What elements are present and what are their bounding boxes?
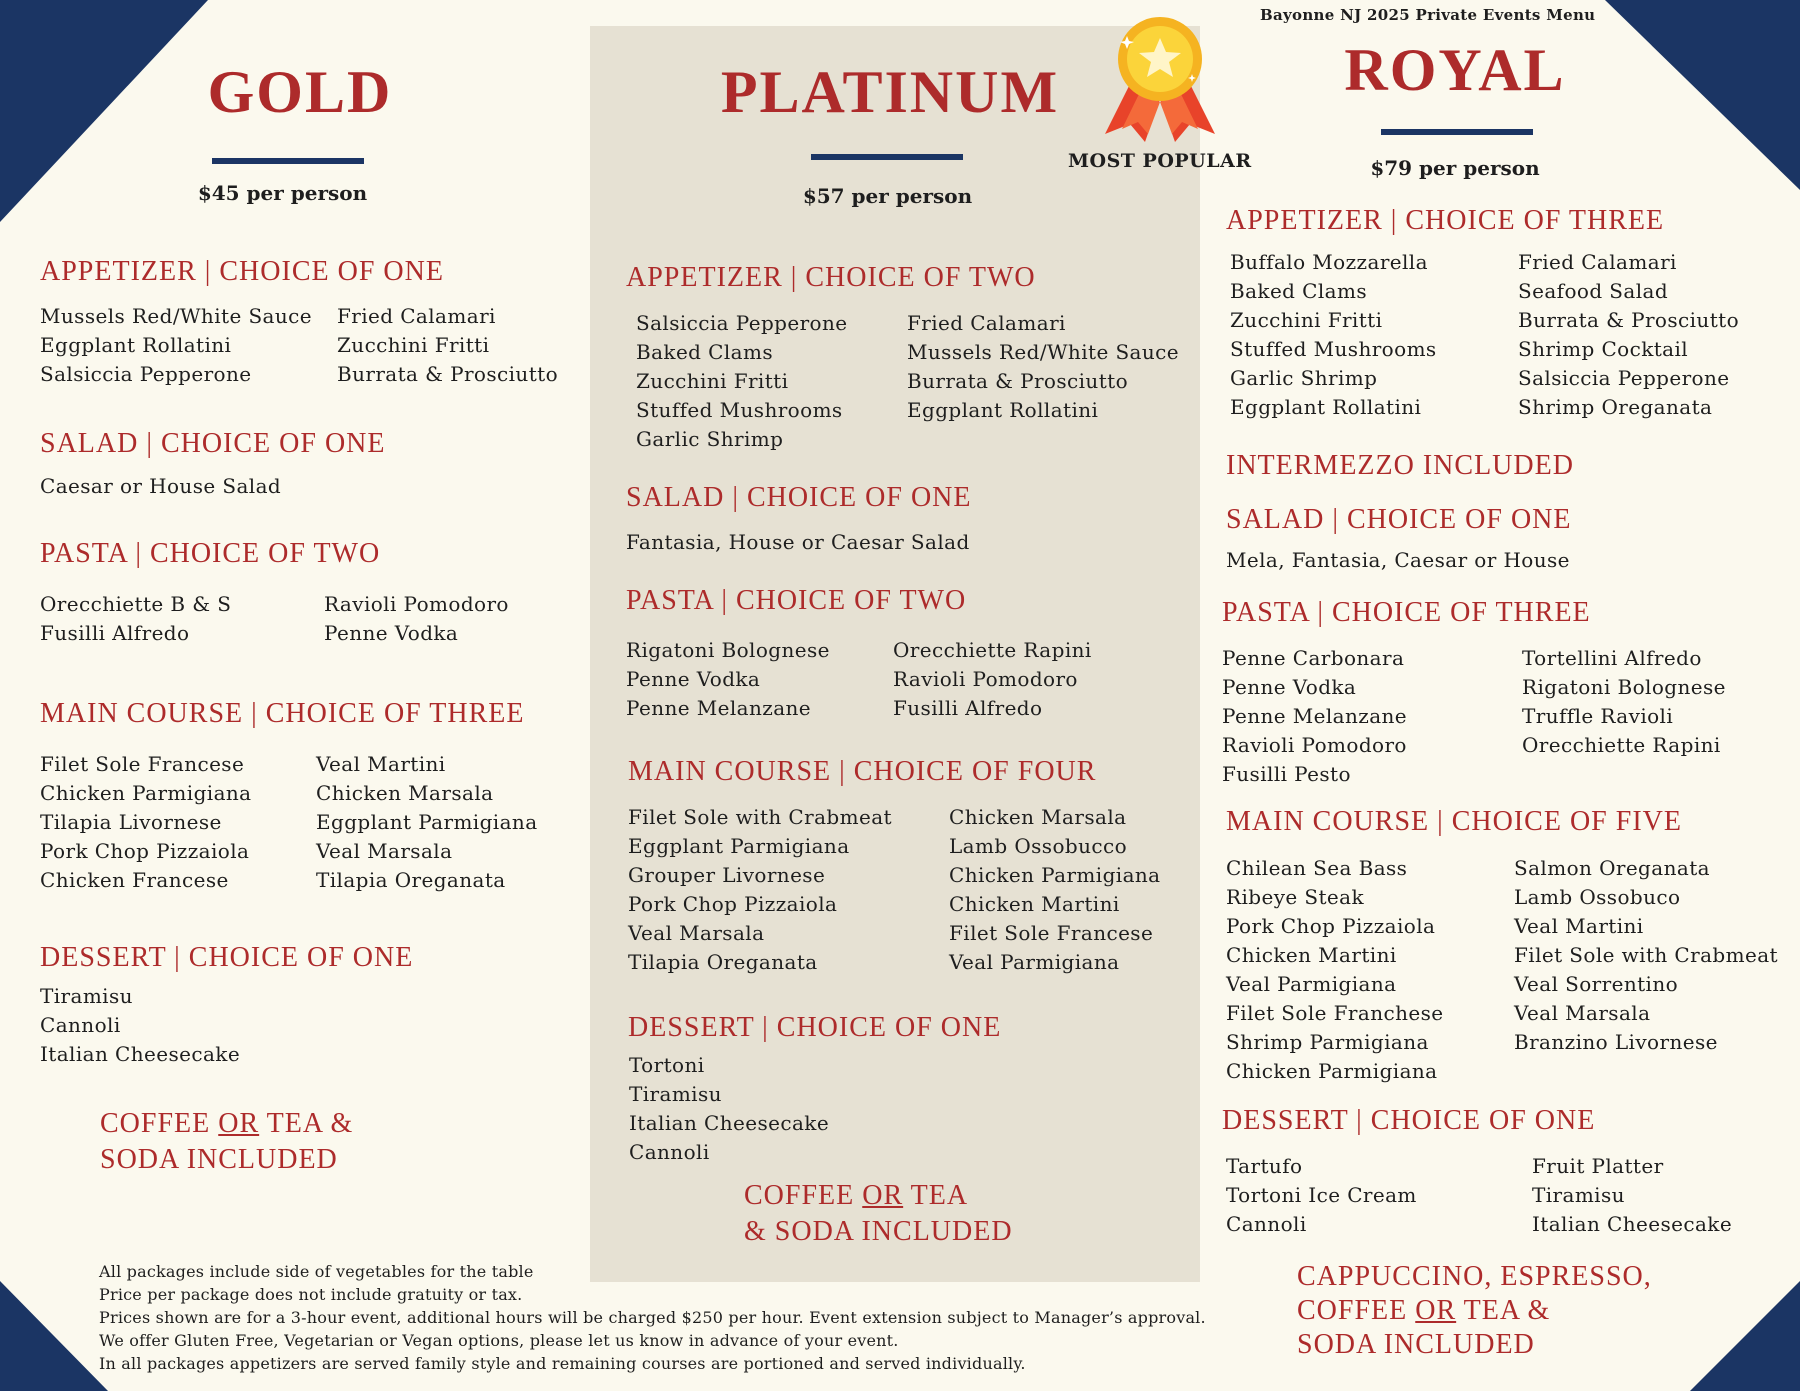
gold-dessert-list <box>40 982 240 1069</box>
menu-item: Lamb Ossobucco <box>949 834 1128 858</box>
royal-pasta-col2 <box>1522 644 1726 760</box>
menu-item: Chilean Sea Bass <box>1226 856 1408 880</box>
royal-main-col2 <box>1514 854 1778 1057</box>
platinum-pasta-title: PASTA | CHOICE OF TWO <box>626 585 967 616</box>
menu-item: Penne Melanzane <box>1222 704 1408 728</box>
gold-main-col2 <box>316 750 538 895</box>
menu-item: Shrimp Oreganata <box>1518 395 1713 419</box>
menu-item: Tiramisu <box>629 1082 722 1106</box>
menu-item: Veal Marsala <box>1514 1001 1651 1025</box>
gold-salad-title: SALAD | CHOICE OF ONE <box>40 428 386 459</box>
menu-item: Ravioli Pomodoro <box>324 592 509 616</box>
menu-item: Chicken Parmigiana <box>40 781 252 805</box>
footer-note: All packages include side of vegetables for the table <box>99 1262 534 1281</box>
menu-item: Penne Vodka <box>324 621 459 645</box>
menu-item: Fried Calamari <box>337 304 496 328</box>
menu-item: Zucchini Fritti <box>1230 308 1383 332</box>
menu-item: Eggplant Rollatini <box>1230 395 1422 419</box>
menu-item: Filet Sole with Crabmeat <box>628 805 892 829</box>
menu-item: Italian Cheesecake <box>629 1111 830 1135</box>
menu-item: Rigatoni Bolognese <box>1522 675 1726 699</box>
menu-item: Branzino Livornese <box>1514 1030 1718 1054</box>
royal-appetizer-col1 <box>1230 248 1437 422</box>
gold-pasta-col2 <box>324 590 509 648</box>
menu-item: Fusilli Alfredo <box>893 696 1043 720</box>
gold-title-underline <box>212 158 364 164</box>
menu-item: Ravioli Pomodoro <box>893 667 1078 691</box>
platinum-pasta-col2 <box>893 636 1092 723</box>
royal-title: ROYAL <box>1344 37 1566 103</box>
royal-included-note <box>1297 1260 1652 1362</box>
most-popular-label: MOST POPULAR <box>1068 150 1252 172</box>
menu-item: Tortellini Alfredo <box>1522 646 1702 670</box>
gold-pasta-col1 <box>40 590 231 648</box>
royal-salad-text: Mela, Fantasia, Caesar or House <box>1226 548 1570 572</box>
menu-item: Italian Cheesecake <box>1532 1212 1733 1236</box>
platinum-main-title: MAIN COURSE | CHOICE OF FOUR <box>628 756 1097 787</box>
royal-appetizer-title: APPETIZER | CHOICE OF THREE <box>1226 205 1665 236</box>
menu-item: Veal Parmigiana <box>1226 972 1397 996</box>
corner-decoration-bottom-right <box>1690 1281 1800 1391</box>
menu-item: Chicken Martini <box>949 892 1120 916</box>
royal-pasta-col1 <box>1222 644 1407 789</box>
menu-item: Veal Martini <box>1514 914 1644 938</box>
menu-item: Orecchiette Rapini <box>1522 733 1721 757</box>
menu-item: Tartufo <box>1226 1154 1303 1178</box>
menu-item: Tilapia Oreganata <box>628 950 818 974</box>
included-text: TEA <box>903 1180 969 1211</box>
included-text-underlined: OR <box>218 1108 260 1139</box>
menu-item: Tiramisu <box>1532 1183 1625 1207</box>
menu-item: Tortoni <box>629 1053 705 1077</box>
included-text: TEA & <box>1456 1295 1551 1326</box>
menu-item: Fried Calamari <box>907 311 1066 335</box>
menu-item: Filet Sole Francese <box>40 752 245 776</box>
menu-item: Tortoni Ice Cream <box>1226 1183 1417 1207</box>
royal-appetizer-col2 <box>1518 248 1739 422</box>
menu-item: Fusilli Alfredo <box>40 621 190 645</box>
footer-notes <box>99 1260 1206 1375</box>
platinum-title: PLATINUM <box>720 59 1060 125</box>
menu-item: Truffle Ravioli <box>1522 704 1674 728</box>
menu-item: Orecchiette Rapini <box>893 638 1092 662</box>
included-text-underlined: OR <box>862 1180 904 1211</box>
platinum-included-note <box>744 1178 1013 1250</box>
menu-item: Burrata & Prosciutto <box>907 369 1129 393</box>
royal-dessert-col1 <box>1226 1152 1417 1239</box>
menu-item: Chicken Marsala <box>316 781 494 805</box>
menu-item: Salmon Oreganata <box>1514 856 1710 880</box>
menu-item: Pork Chop Pizzaiola <box>1226 914 1436 938</box>
menu-item: Zucchini Fritti <box>636 369 789 393</box>
gold-appetizer-col2 <box>337 302 558 389</box>
gold-price: $45 per person <box>197 181 368 205</box>
menu-item: Orecchiette B & S <box>40 592 232 616</box>
royal-salad-title: SALAD | CHOICE OF ONE <box>1226 504 1572 535</box>
included-text: COFFEE <box>1297 1295 1416 1326</box>
gold-included-note <box>100 1106 353 1178</box>
menu-item: Tilapia Livornese <box>40 810 222 834</box>
platinum-salad-text: Fantasia, House or Caesar Salad <box>626 530 970 554</box>
gold-main-col1 <box>40 750 252 895</box>
included-text: SODA INCLUDED <box>1297 1329 1535 1360</box>
corner-decoration-top-right <box>1605 0 1800 190</box>
platinum-appetizer-col2 <box>907 309 1179 425</box>
menu-item: Chicken Parmigiana <box>949 863 1161 887</box>
menu-item: Veal Marsala <box>628 921 765 945</box>
menu-item: Fried Calamari <box>1518 250 1677 274</box>
included-text: CAPPUCCINO, ESPRESSO, <box>1297 1261 1652 1292</box>
menu-item: Ribeye Steak <box>1226 885 1365 909</box>
platinum-salad-title: SALAD | CHOICE OF ONE <box>626 482 972 513</box>
menu-item: Veal Sorrentino <box>1514 972 1679 996</box>
menu-item: Garlic Shrimp <box>1230 366 1378 390</box>
menu-item: Grouper Livornese <box>628 863 826 887</box>
gold-appetizer-col1 <box>40 302 312 389</box>
menu-item: Pork Chop Pizzaiola <box>40 839 250 863</box>
menu-item: Cannoli <box>40 1013 121 1037</box>
menu-item: Filet Sole Francese <box>949 921 1154 945</box>
menu-item: Veal Marsala <box>316 839 453 863</box>
platinum-price: $57 per person <box>802 184 973 208</box>
menu-item: Eggplant Parmigiana <box>316 810 538 834</box>
menu-item: Buffalo Mozzarella <box>1230 250 1428 274</box>
menu-item: Salsiccia Pepperone <box>40 362 252 386</box>
menu-item: Salsiccia Pepperone <box>636 311 848 335</box>
menu-item: Eggplant Parmigiana <box>628 834 850 858</box>
menu-item: Burrata & Prosciutto <box>337 362 559 386</box>
platinum-appetizer-title: APPETIZER | CHOICE OF TWO <box>626 262 1036 293</box>
menu-item: Seafood Salad <box>1518 279 1669 303</box>
menu-item: Penne Vodka <box>1222 675 1357 699</box>
footer-note: We offer Gluten Free, Vegetarian or Vegan options, please let us know in advance of your event. <box>99 1331 899 1350</box>
menu-item: Veal Martini <box>316 752 446 776</box>
menu-item: Ravioli Pomodoro <box>1222 733 1407 757</box>
platinum-main-col1 <box>628 803 892 977</box>
menu-item: Chicken Parmigiana <box>1226 1059 1438 1083</box>
menu-item: Mussels Red/White Sauce <box>907 340 1179 364</box>
platinum-appetizer-col1 <box>636 309 848 454</box>
menu-item: Tiramisu <box>40 984 133 1008</box>
corner-decoration-bottom-left <box>0 1281 108 1391</box>
platinum-dessert-list <box>629 1051 829 1167</box>
menu-item: Shrimp Cocktail <box>1518 337 1689 361</box>
platinum-title-underline <box>811 154 963 160</box>
award-ribbon-icon <box>1100 14 1220 144</box>
menu-item: Rigatoni Bolognese <box>626 638 830 662</box>
gold-dessert-title: DESSERT | CHOICE OF ONE <box>40 942 414 973</box>
menu-item: Garlic Shrimp <box>636 427 784 451</box>
included-text: COFFEE <box>100 1108 219 1139</box>
included-text: COFFEE <box>744 1180 863 1211</box>
menu-item: Pork Chop Pizzaiola <box>628 892 838 916</box>
menu-item: Chicken Francese <box>40 868 229 892</box>
menu-item: Eggplant Rollatini <box>40 333 232 357</box>
royal-dessert-title: DESSERT | CHOICE OF ONE <box>1222 1105 1596 1136</box>
menu-item: Lamb Ossobuco <box>1514 885 1681 909</box>
menu-item: Salsiccia Pepperone <box>1518 366 1730 390</box>
menu-item: Shrimp Parmigiana <box>1226 1030 1429 1054</box>
menu-item: Stuffed Mushrooms <box>1230 337 1437 361</box>
menu-item: Fruit Platter <box>1532 1154 1664 1178</box>
menu-header-note: Bayonne NJ 2025 Private Events Menu <box>1260 6 1596 24</box>
menu-item: Burrata & Prosciutto <box>1518 308 1740 332</box>
included-text: TEA & <box>259 1108 354 1139</box>
footer-note: Prices shown are for a 3-hour event, additional hours will be charged $250 per hour. Event extension subject to Manager’s approval. <box>99 1308 1206 1327</box>
gold-appetizer-title: APPETIZER | CHOICE OF ONE <box>40 256 444 287</box>
included-text-underlined: OR <box>1415 1295 1457 1326</box>
menu-item: Baked Clams <box>636 340 773 364</box>
menu-item: Filet Sole with Crabmeat <box>1514 943 1778 967</box>
menu-item: Stuffed Mushrooms <box>636 398 843 422</box>
menu-item: Chicken Marsala <box>949 805 1127 829</box>
platinum-pasta-col1 <box>626 636 830 723</box>
royal-price: $79 per person <box>1370 156 1540 180</box>
royal-main-title: MAIN COURSE | CHOICE OF FIVE <box>1226 806 1682 837</box>
menu-item: Mussels Red/White Sauce <box>40 304 312 328</box>
menu-item: Filet Sole Franchese <box>1226 1001 1444 1025</box>
royal-pasta-title: PASTA | CHOICE OF THREE <box>1222 597 1591 628</box>
gold-salad-text: Caesar or House Salad <box>40 474 282 498</box>
menu-item: Tilapia Oreganata <box>316 868 506 892</box>
gold-title: GOLD <box>207 59 393 125</box>
royal-dessert-col2 <box>1532 1152 1732 1239</box>
menu-item: Penne Vodka <box>626 667 761 691</box>
footer-note: Price per package does not include gratuity or tax. <box>99 1285 523 1304</box>
menu-item: Cannoli <box>629 1140 710 1164</box>
royal-title-underline <box>1381 129 1533 135</box>
menu-item: Italian Cheesecake <box>40 1042 241 1066</box>
menu-item: Zucchini Fritti <box>337 333 490 357</box>
footer-note: In all packages appetizers are served family style and remaining courses are portioned and served individually. <box>99 1354 1026 1373</box>
menu-item: Veal Parmigiana <box>949 950 1120 974</box>
royal-main-col1 <box>1226 854 1444 1086</box>
included-text: & SODA INCLUDED <box>744 1216 1013 1247</box>
menu-item: Penne Carbonara <box>1222 646 1405 670</box>
menu-item: Cannoli <box>1226 1212 1307 1236</box>
platinum-dessert-title: DESSERT | CHOICE OF ONE <box>628 1012 1002 1043</box>
menu-item: Baked Clams <box>1230 279 1367 303</box>
menu-item: Fusilli Pesto <box>1222 762 1351 786</box>
platinum-main-col2 <box>949 803 1161 977</box>
menu-item: Eggplant Rollatini <box>907 398 1099 422</box>
included-text: SODA INCLUDED <box>100 1144 338 1175</box>
gold-pasta-title: PASTA | CHOICE OF TWO <box>40 538 381 569</box>
royal-intermezzo: INTERMEZZO INCLUDED <box>1226 450 1574 481</box>
menu-item: Penne Melanzane <box>626 696 812 720</box>
gold-main-title: MAIN COURSE | CHOICE OF THREE <box>40 698 525 729</box>
menu-item: Chicken Martini <box>1226 943 1397 967</box>
